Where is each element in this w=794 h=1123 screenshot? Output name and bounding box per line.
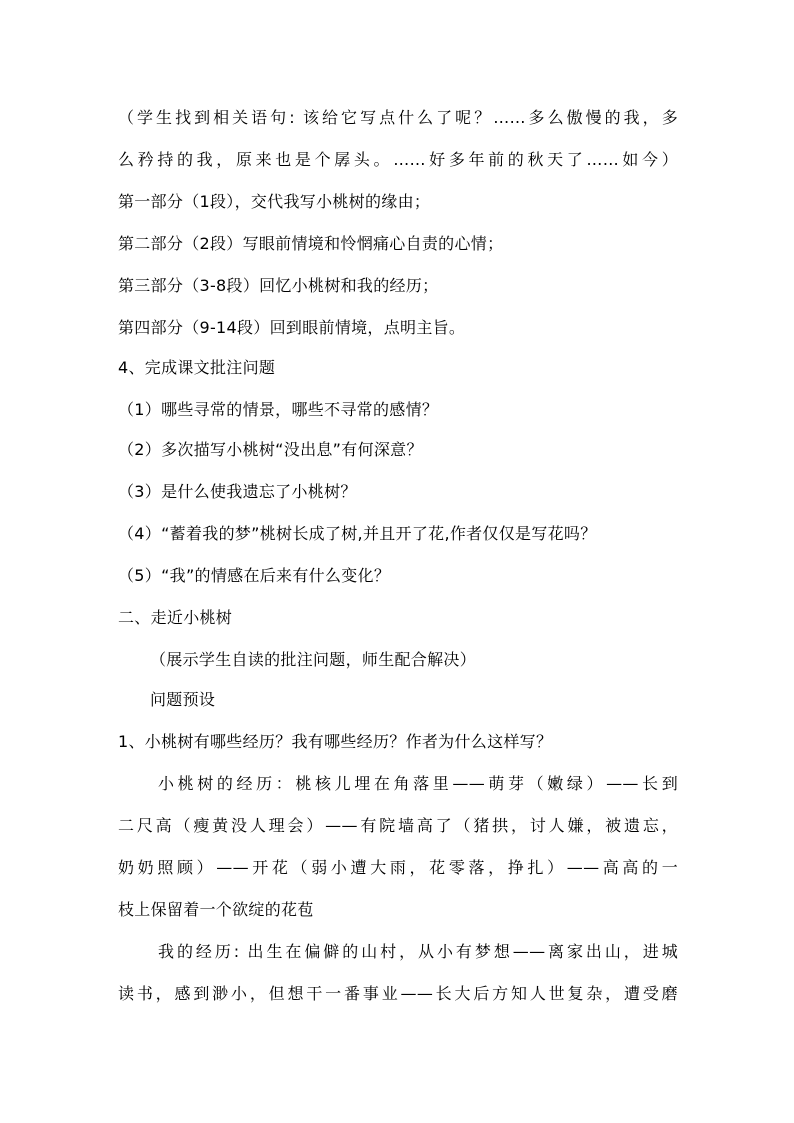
section-outline-part-2: 第二部分（2段）写眼前情境和怜惘痛心自责的心情； <box>118 234 504 253</box>
question-item: （5）“我”的情感在后来有什么变化？ <box>118 566 391 585</box>
subheading: 问题预设 <box>150 690 216 709</box>
paragraph-line: 我的经历: 出生在偏僻的山村，从小有梦想——离家出山，进城 <box>158 942 678 961</box>
instruction-note: （展示学生自读的批注问题，师生配合解决） <box>150 650 477 669</box>
question-item: （3）是什么使我遗忘了小桃树？ <box>118 482 357 501</box>
step-heading: 4、完成课文批注问题 <box>118 358 276 377</box>
section-outline-part-3: 第三部分（3-8段）回忆小桃树和我的经历； <box>118 276 439 295</box>
section-outline-part-4: 第四部分（9-14段）回到眼前情境，点明主旨。 <box>118 318 466 337</box>
question-item: （1）哪些寻常的情景，哪些不寻常的感情？ <box>118 400 439 419</box>
section-outline-part-1: 第一部分（1段），交代我写小桃树的缘由； <box>118 192 431 211</box>
paragraph-line: （学生找到相关语句: 该给它写点什么了呢？……多么傲慢的我，多 <box>118 108 678 127</box>
question-item: （2）多次描写小桃树“没出息”有何深意？ <box>118 440 423 459</box>
paragraph-line: 奶奶照顾）——开花（弱小遭大雨，花零落，挣扎）——高高的一 <box>118 858 678 877</box>
question-heading: 1、小桃树有哪些经历？我有哪些经历？作者为什么这样写？ <box>118 732 553 751</box>
question-item: （4）“蓄着我的梦”桃树长成了树,并且开了花,作者仅仅是写花吗？ <box>118 524 597 543</box>
paragraph-line: 么矜持的我，原来也是个孱头。……好多年前的秋天了……如今） <box>118 150 678 169</box>
paragraph-line: 二尺高（瘦黄没人理会）——有院墙高了（猪拱，讨人嫌，被遗忘， <box>118 816 678 835</box>
paragraph-line: 读书，感到渺小，但想干一番事业——长大后方知人世复杂，遭受磨 <box>118 984 678 1003</box>
paragraph-line: 小桃树的经历：桃核儿埋在角落里——萌芽（嫩绿）——长到 <box>158 774 678 793</box>
paragraph-line: 枝上保留着一个欲绽的花苞 <box>118 900 314 919</box>
section-heading: 二、走近小桃树 <box>118 608 233 627</box>
